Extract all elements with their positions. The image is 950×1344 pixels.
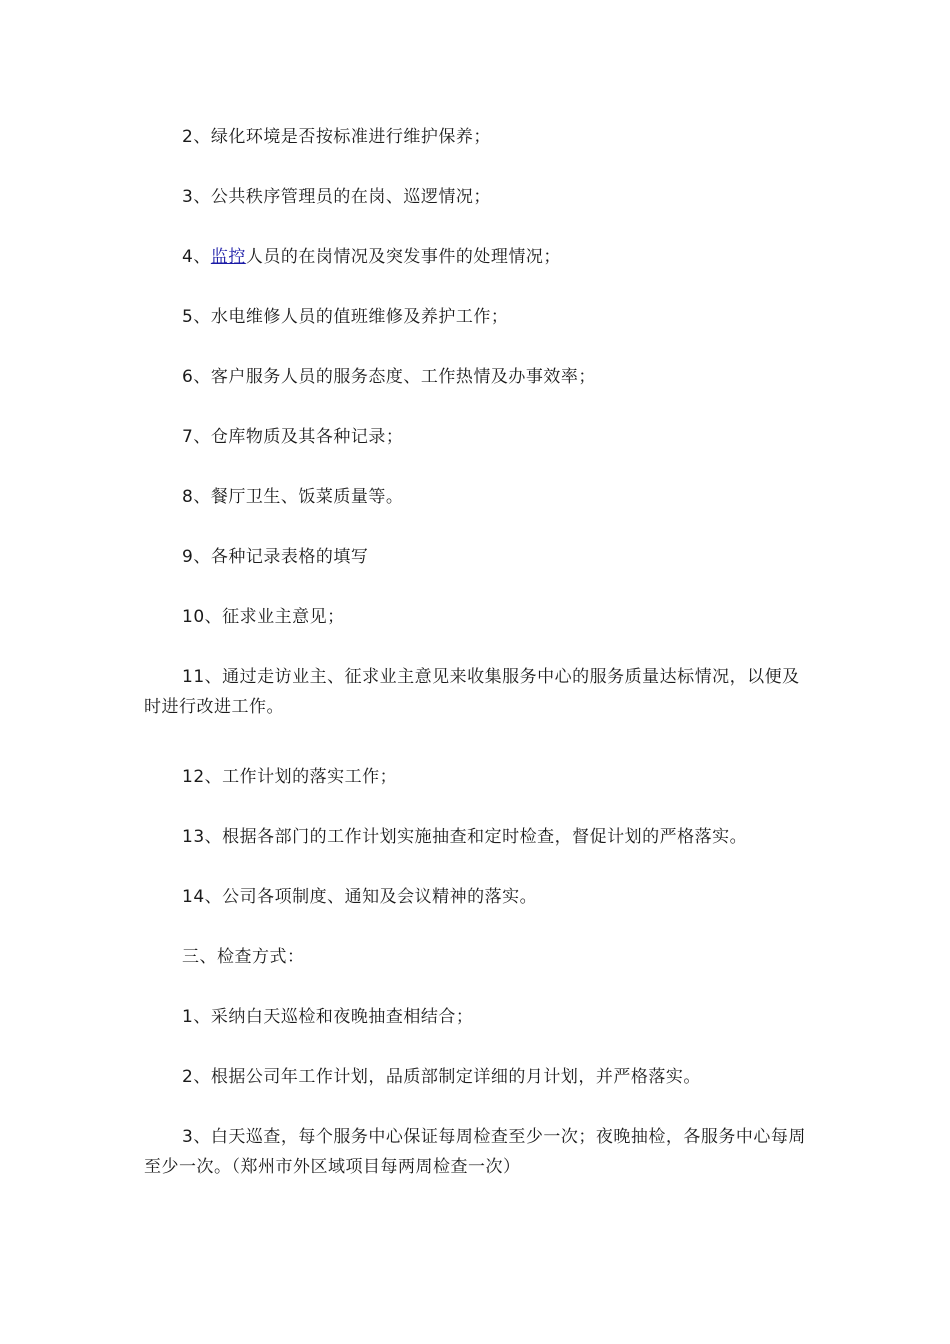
item-day-night-checks: 1、采纳白天巡检和夜晚抽查相结合； xyxy=(182,1007,474,1027)
item-canteen: 8、餐厅卫生、饭菜质量等。 xyxy=(182,487,404,507)
item-monitoring-staff xyxy=(144,242,814,272)
item-warehouse: 7、仓库物质及其各种记录； xyxy=(182,427,404,447)
item-maintenance-staff: 5、水电维修人员的值班维修及养护工作； xyxy=(182,307,509,327)
item-department-checks: 13、根据各部门的工作计划实施抽查和定时检查，督促计划的严格落实。 xyxy=(182,827,748,847)
item-company-policies: 14、公司各项制度、通知及会议精神的落实。 xyxy=(182,887,538,907)
item-order-staff-patrol: 3、公共秩序管理员的在岗、巡逻情况； xyxy=(182,187,491,207)
item-number: 4、 xyxy=(182,247,211,267)
item-greening-maintenance: 2、绿化环境是否按标准进行维护保养； xyxy=(182,127,491,147)
item-inspection-frequency: 3、白天巡查，每个服务中心保证每周检查至少一次；夜晚抽检，各服务中心每周至少一次。（郑州市外区域项目每两周检查一次） xyxy=(144,1127,806,1177)
item-customer-service: 6、客户服务人员的服务态度、工作热情及办事效率； xyxy=(182,367,596,387)
monitoring-link[interactable]: 监控 xyxy=(210,247,246,267)
item-owner-opinions: 10、征求业主意见； xyxy=(182,607,345,627)
item-monthly-plan: 2、根据公司年工作计划，品质部制定详细的月计划，并严格落实。 xyxy=(182,1067,701,1087)
item-text: 人员的在岗情况及突发事件的处理情况； xyxy=(245,247,561,267)
section-heading-inspection-methods: 三、检查方式： xyxy=(182,947,305,967)
item-records-forms: 9、各种记录表格的填写 xyxy=(182,547,369,567)
item-owner-visits: 11、通过走访业主、征求业主意见来收集服务中心的服务质量达标情况，以便及时进行改进工作。 xyxy=(144,667,800,717)
item-work-plan: 12、工作计划的落实工作； xyxy=(182,767,398,787)
